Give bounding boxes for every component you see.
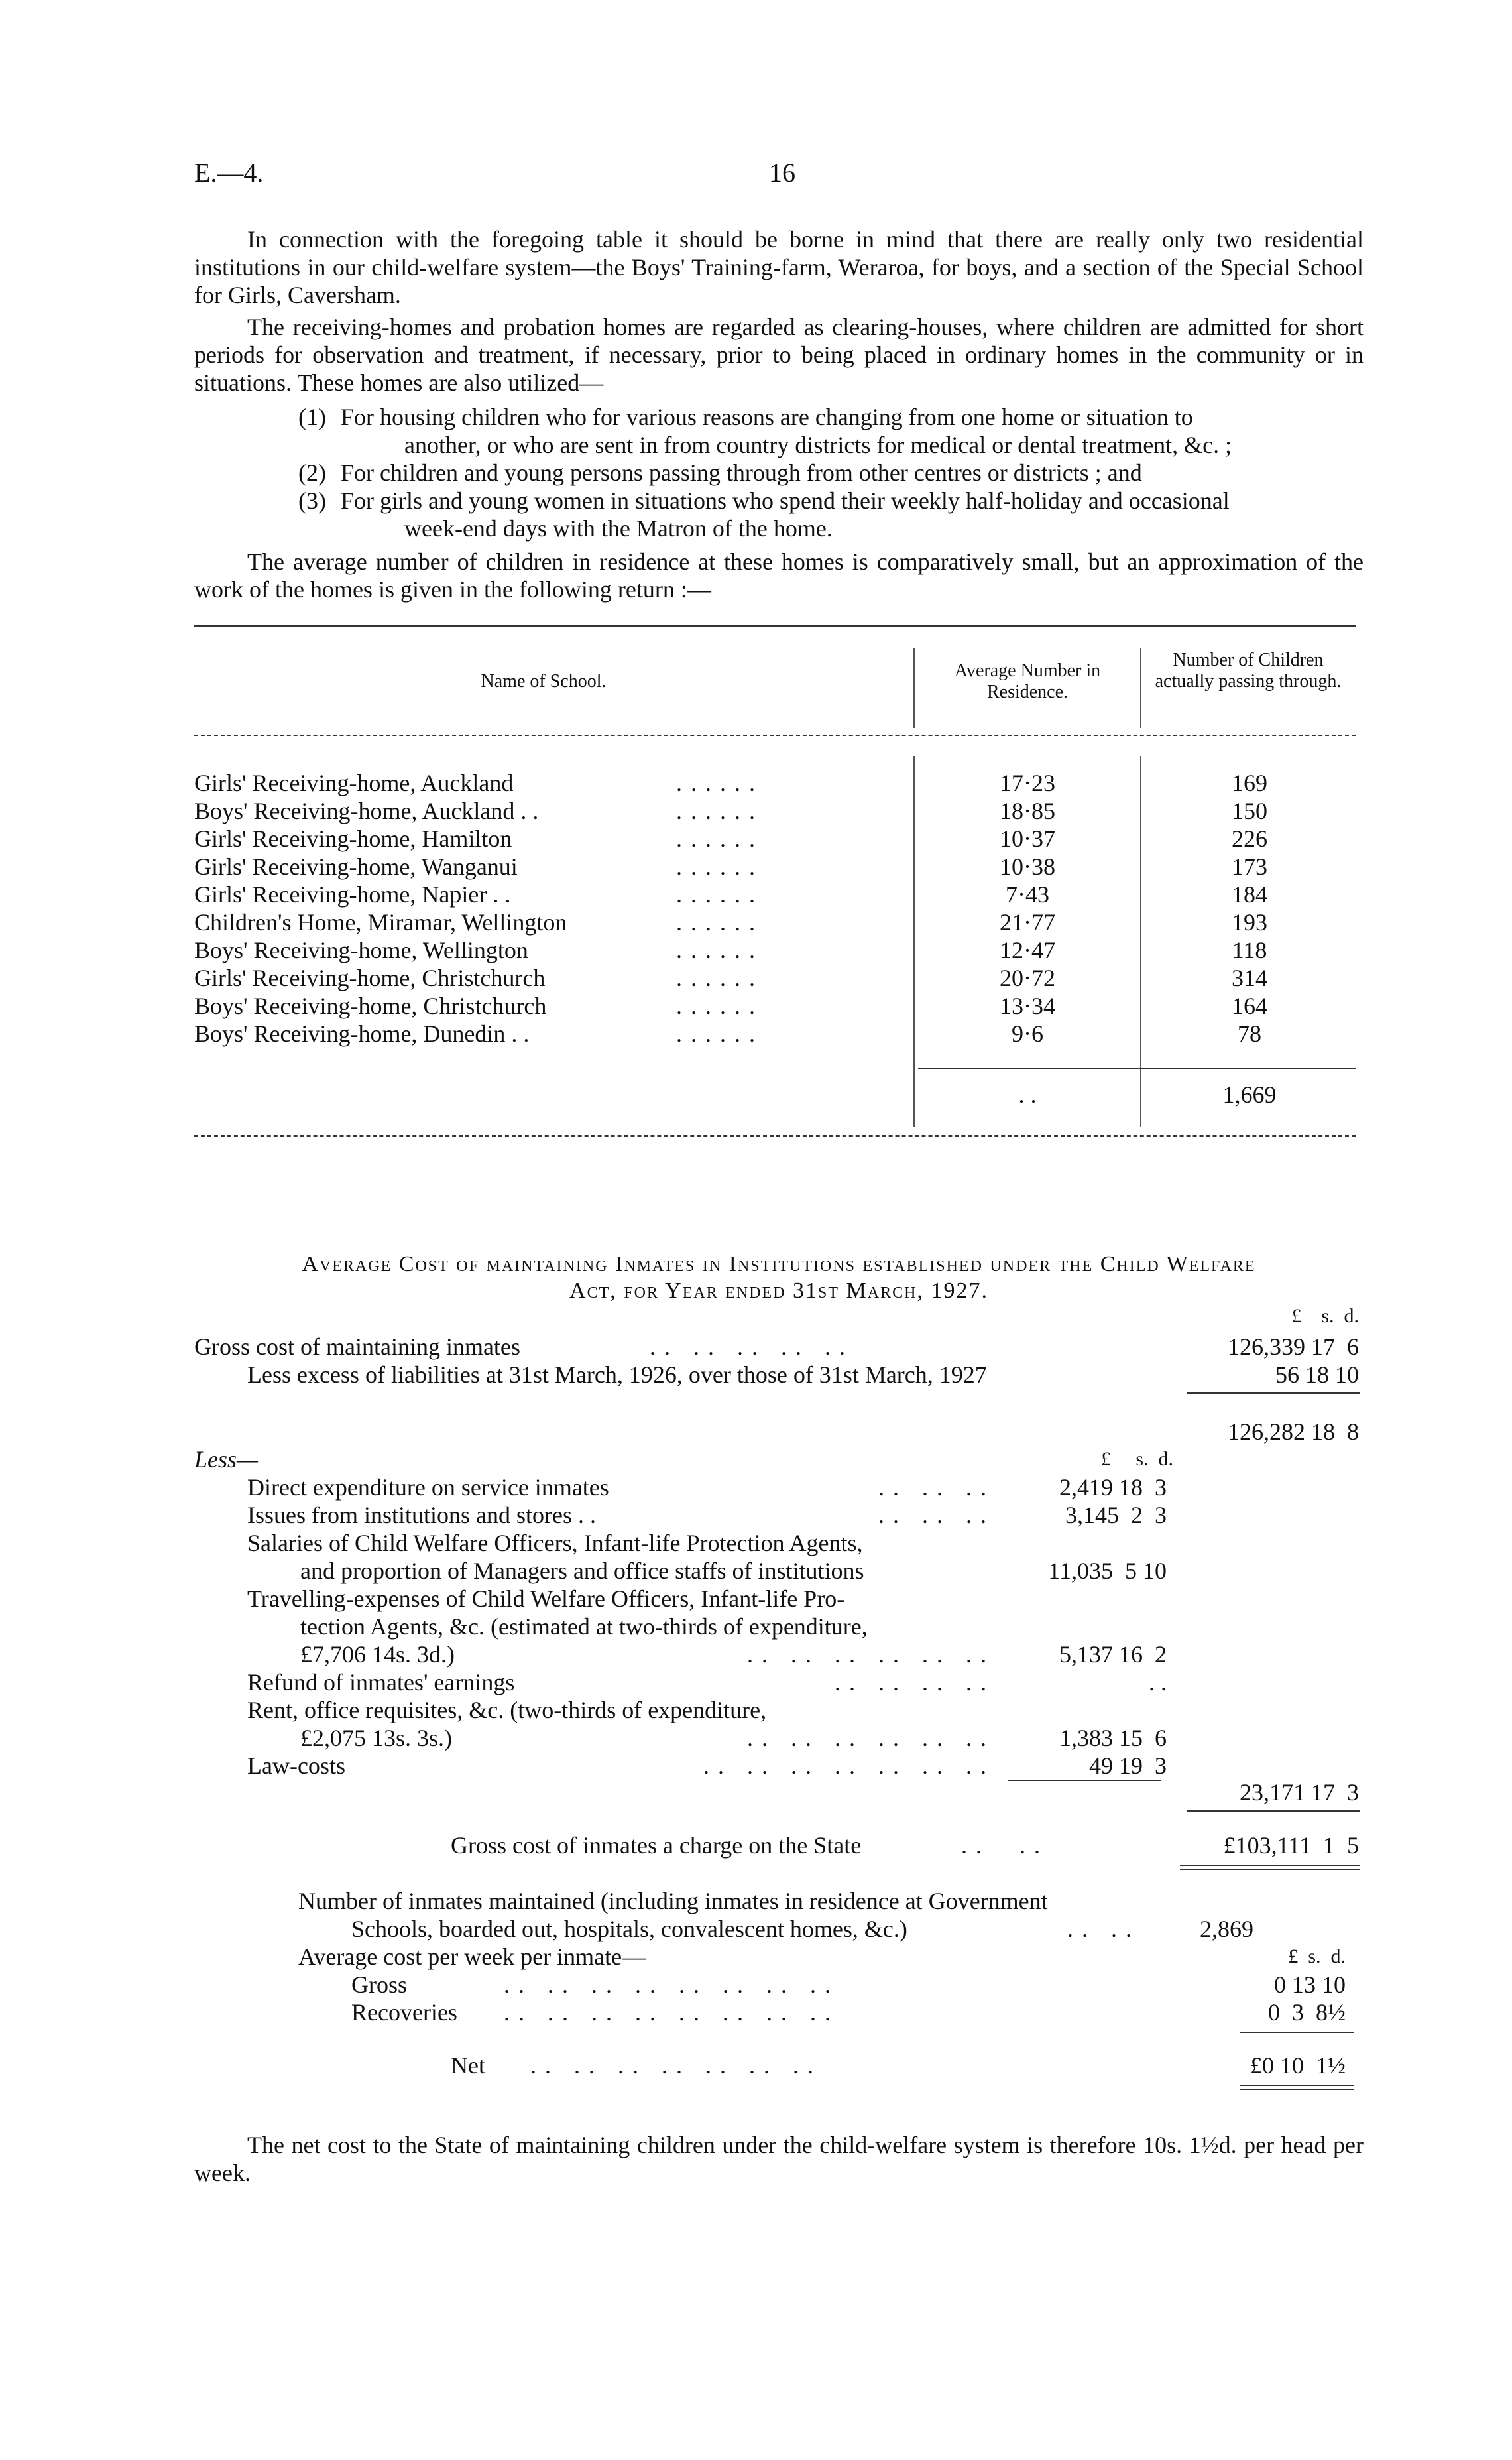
paragraph-2: The receiving-homes and probation homes are regarded as clearing-houses, where children are admitted for short periods for observation and treatment, if necessary, prior to being placed in ordinary homes in the community or in situations. These homes are also utilized—: [194, 314, 1364, 396]
row-children-passing: 78: [1238, 1020, 1261, 1047]
row-children-passing: 118: [1232, 937, 1267, 963]
total-average: . .: [1018, 1081, 1037, 1108]
list-item: [298, 487, 1366, 542]
cost-title-line-1: Average Cost of maintaining Inmates in Institutions established under the Child Welfare: [302, 1252, 1256, 1276]
row-average-residence: 7·43: [1006, 881, 1049, 908]
less-item-text: £2,075 13s. 3s.): [300, 1725, 453, 1751]
less-label: Less—: [194, 1446, 259, 1473]
leader-dots: . . . . . .: [878, 1502, 988, 1528]
list-item-number: (2): [298, 460, 326, 486]
gross-week-value: 0 13 10: [1274, 1971, 1346, 1998]
leader-dots: . . . . . . . . . . . . . .: [530, 2052, 815, 2079]
table-top-rule: [194, 625, 1356, 627]
less-item-value: 3,145 2 3: [1065, 1502, 1167, 1528]
leader-dots: . . . . . . . . . .: [650, 1333, 846, 1360]
row-children-passing: 169: [1232, 770, 1267, 796]
less-item-text: Refund of inmates' earnings: [247, 1669, 515, 1695]
less-item-text: Rent, office requisites, &c. (two-thirds of expenditure,: [247, 1697, 767, 1723]
inmates-value: 2,869: [1200, 1916, 1253, 1942]
list-item: [298, 403, 1366, 459]
less-item-value: 49 19 3: [1089, 1753, 1167, 1779]
less-item-text: £7,706 14s. 3d.): [300, 1641, 455, 1668]
gross-week-label: Gross: [351, 1971, 408, 1998]
less-item-value: 1,383 15 6: [1059, 1725, 1167, 1751]
column-divider: [1140, 756, 1141, 1127]
row-average-residence: 12·47: [1000, 937, 1055, 963]
double-rule: [1240, 2085, 1354, 2086]
less-total-value: 23,171 17 3: [1240, 1779, 1359, 1806]
double-rule: [1240, 2089, 1354, 2090]
row-home-name: Girls' Receiving-home, Auckland: [194, 770, 514, 796]
row-home-name: Boys' Receiving-home, Dunedin . .: [194, 1020, 530, 1047]
inmates-line-2: Schools, boarded out, hospitals, convalescent homes, &c.): [351, 1916, 907, 1942]
row-average-residence: 17·23: [1000, 770, 1055, 796]
less-item-text: tection Agents, &c. (estimated at two-thirds of expenditure,: [300, 1613, 868, 1640]
row-children-passing: 150: [1232, 798, 1267, 824]
recoveries-value: 0 3 8½: [1268, 1999, 1346, 2026]
leader-dots: . . . . . .: [676, 937, 756, 963]
row-children-passing: 184: [1232, 881, 1267, 908]
less-lsd-header: £ s. d.: [1100, 1448, 1173, 1470]
list-item-line: For children and young persons passing through from other centres or districts ; and: [341, 460, 1142, 486]
column-divider: [913, 756, 915, 1127]
row-average-residence: 18·85: [1000, 798, 1055, 824]
state-charge-value: £103,111 1 5: [1223, 1832, 1359, 1859]
less-excess-label: Less excess of liabilities at 31st March, 1926, over those of 31st March, 1927: [247, 1361, 987, 1388]
total-children: 1,669: [1222, 1081, 1277, 1108]
less-item-text: Travelling-expenses of Child Welfare Officers, Infant-life Pro-: [247, 1585, 845, 1612]
row-average-residence: 13·34: [1000, 993, 1055, 1019]
list-item: [298, 459, 1366, 487]
row-children-passing: 164: [1232, 993, 1267, 1019]
leader-dots: . . . . . .: [676, 965, 756, 991]
column-divider: [913, 648, 915, 728]
less-item-value: . .: [1149, 1669, 1167, 1695]
leader-dots: . . . . . . . .: [835, 1669, 988, 1695]
cost-title-line-2: Act, for Year ended 31st March, 1927.: [569, 1278, 988, 1303]
row-home-name: Girls' Receiving-home, Christchurch: [194, 965, 546, 991]
leader-dots: . . . . . .: [676, 853, 756, 880]
row-children-passing: 314: [1232, 965, 1267, 991]
leader-dots: . . . . . .: [676, 826, 756, 852]
column-divider: [1140, 648, 1141, 728]
leader-dots: . . . . . .: [676, 770, 756, 796]
double-rule: [1180, 1869, 1360, 1870]
leader-dots: . . . . . . . . . . . . . .: [703, 1753, 988, 1779]
row-children-passing: 226: [1232, 826, 1267, 852]
row-home-name: Boys' Receiving-home, Auckland . .: [194, 798, 539, 824]
leader-dots: . . . . . . . . . . . .: [747, 1725, 988, 1751]
list-item-number: (3): [298, 487, 326, 514]
row-home-name: Girls' Receiving-home, Wanganui: [194, 853, 518, 880]
row-home-name: Boys' Receiving-home, Wellington: [194, 937, 528, 963]
double-rule: [1180, 1865, 1360, 1866]
less-item-text: and proportion of Managers and office staffs of institutions: [300, 1558, 864, 1584]
header-average-residence: Average Number in Residence.: [954, 660, 1101, 702]
leader-dots: . . . . . . . . . . . .: [747, 1641, 988, 1668]
row-average-residence: 10·38: [1000, 853, 1055, 880]
less-excess-value: 56 18 10: [1275, 1361, 1359, 1388]
net-label: Net: [451, 2052, 485, 2079]
page-number: 16: [769, 158, 795, 188]
paragraph-1: In connection with the foregoing table it should be borne in mind that there are really only two residential institutions in our child-welfare system—the Boys' Training-farm, Weraroa, for boys, and a section of the Special School for Girls, Caversham.: [194, 226, 1364, 308]
leader-dots: . . . . . . . . . . . . . . . .: [504, 1971, 832, 1998]
row-children-passing: 193: [1232, 909, 1267, 936]
less-item-value: 11,035 5 10: [1048, 1558, 1167, 1584]
list-item-line: week-end days with the Matron of the home.: [404, 515, 833, 542]
leader-dots: . . . . . .: [676, 881, 756, 908]
table-bottom-rule: [194, 1135, 1356, 1137]
less-item-value: 2,419 18 3: [1059, 1474, 1167, 1501]
less-item-text: Law-costs: [247, 1753, 345, 1779]
recoveries-label: Recoveries: [351, 1999, 457, 2026]
net-rule: [1240, 2032, 1354, 2033]
leader-dots: . . . . . .: [676, 1020, 756, 1047]
inmates-line-1: Number of inmates maintained (including inmates in residence at Government: [298, 1888, 1048, 1914]
list-item-line: another, or who are sent in from country districts for medical or dental treatment, &c. ;: [404, 432, 1232, 458]
row-average-residence: 9·6: [1012, 1020, 1043, 1047]
header-children-passing: Number of Children actually passing through.: [1155, 650, 1342, 692]
gross-cost-label: Gross cost of maintaining inmates: [194, 1333, 520, 1360]
table-header-rule: [194, 735, 1356, 736]
state-rule: [1187, 1810, 1360, 1812]
row-average-residence: 10·37: [1000, 826, 1055, 852]
paragraph-3: The average number of children in residence at these homes is comparatively small, but an approximation of the work of the homes is given in the following return :—: [194, 548, 1364, 603]
leader-dots: . . . .: [1067, 1916, 1133, 1942]
less-item-text: Issues from institutions and stores . .: [247, 1502, 596, 1528]
row-children-passing: 173: [1232, 853, 1267, 880]
list-item-line: For girls and young women in situations who spend their weekly half-holiday and occasional: [341, 487, 1230, 514]
gross-cost-value: 126,339 17 6: [1228, 1333, 1359, 1360]
lsd-header: £ s. d.: [1291, 1305, 1359, 1327]
usage-list: [298, 403, 1366, 542]
row-average-residence: 21·77: [1000, 909, 1055, 936]
leader-dots: . . . . . .: [878, 1474, 988, 1501]
row-average-residence: 20·72: [1000, 965, 1055, 991]
row-home-name: Girls' Receiving-home, Hamilton: [194, 826, 512, 852]
leader-dots: . . . . . . . . . . . . . . . .: [504, 1999, 832, 2026]
less-item-text: Salaries of Child Welfare Officers, Infant-life Protection Agents,: [247, 1530, 863, 1556]
list-item-line: For housing children who for various reasons are changing from one home or situation to: [341, 404, 1193, 430]
header-name-of-school: Name of School.: [481, 671, 607, 692]
row-home-name: Children's Home, Miramar, Wellington: [194, 909, 567, 936]
list-item-number: (1): [298, 404, 326, 430]
week-lsd-header: £ s. d.: [1288, 1945, 1346, 1967]
less-item-text: Direct expenditure on service inmates: [247, 1474, 609, 1501]
subtotal-rule: [1187, 1392, 1360, 1394]
row-home-name: Girls' Receiving-home, Napier . .: [194, 881, 511, 908]
closing-paragraph: The net cost to the State of maintaining children under the child-welfare system is therefore 10s. 1½d. per head per week.: [194, 2132, 1364, 2186]
leader-dots: . . . . . .: [676, 798, 756, 824]
table-total-rule: [918, 1068, 1356, 1069]
report-reference: E.—4.: [194, 158, 264, 188]
less-item-value: 5,137 16 2: [1059, 1641, 1167, 1668]
row-home-name: Boys' Receiving-home, Christchurch: [194, 993, 547, 1019]
leader-dots: . . . . . .: [676, 909, 756, 936]
state-charge-label: Gross cost of inmates a charge on the State: [451, 1832, 862, 1859]
leader-dots: . . . . . .: [676, 993, 756, 1019]
subtotal-value: 126,282 18 8: [1228, 1418, 1359, 1445]
leader-dots: . . . .: [961, 1832, 1041, 1859]
net-value: £0 10 1½: [1250, 2052, 1346, 2079]
average-cost-label: Average cost per week per inmate—: [298, 1943, 646, 1970]
